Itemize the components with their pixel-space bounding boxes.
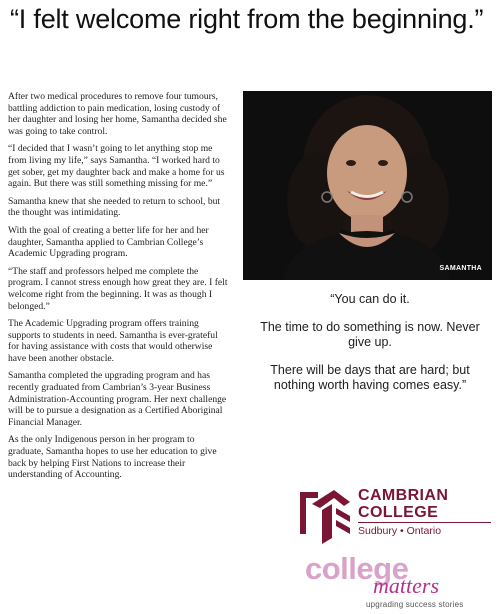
- series-logo-word-matters: matters: [373, 573, 439, 598]
- body-paragraph: “The staff and professors helped me complete the program. I cannot stress enough how great they are. I felt welcome right from the beginning. It was as though I belonged.”: [8, 265, 228, 312]
- page-headline: “I felt welcome right from the beginning.”: [10, 4, 484, 34]
- article-body: [8, 91, 230, 487]
- body-paragraph: With the goal of creating a better life for her and her daughter, Samantha applied to Cambrian College’s Academic Upgrading program.: [8, 224, 209, 260]
- logo-name-line: COLLEGE: [358, 504, 439, 521]
- series-logo-word-college: college: [305, 551, 409, 586]
- photo-caption: SAMANTHA: [439, 265, 482, 272]
- body-paragraph: After two medical procedures to remove four tumours, battling addiction to pain medication, losing custody of her daughter and losing her home, Samantha decided she was going to take control.: [8, 91, 227, 137]
- pull-quote-line: The time to do something is now. Never give up.: [260, 319, 480, 349]
- pull-quote-line: “You can do it.: [330, 292, 410, 306]
- logo-name-line: CAMBRIAN: [358, 487, 449, 504]
- logo-wordmark: [358, 487, 448, 521]
- pull-quote: [250, 292, 490, 406]
- body-paragraph: As the only Indigenous person in her program to graduate, Samantha hopes to use her education to give back by helping First Nations to increase their understanding of Accounting.: [8, 434, 217, 481]
- series-logo-tagline: upgrading success stories: [366, 600, 464, 609]
- body-paragraph: Samantha knew that she needed to return to school, but the thought was intimidating.: [8, 195, 221, 219]
- body-paragraph: The Academic Upgrading program offers training supports to students in need. Samantha is ever-grateful for having assistance with costs that would otherwise have been another obstacle.: [8, 318, 218, 364]
- portrait-photo: [243, 91, 492, 280]
- logo-divider: [358, 522, 491, 523]
- body-paragraph: “I decided that I wasn’t going to let anything stop me from living my life,” says Samantha. “I worked hard to get sober, get my daughter back and make a home for us again. But there was still something missing for me.”: [8, 143, 225, 190]
- logo-location: Sudbury • Ontario: [358, 525, 442, 537]
- body-paragraph: Samantha completed the upgrading program and has recently graduated from Cambrian’s 3-year Business Administration-Accounting program. Her next challenge will be to pursue a designation as a Certified Aboriginal Financial Manager.: [8, 370, 227, 428]
- pull-quote-line: There will be days that are hard; but nothing worth having comes easy.”: [270, 362, 470, 392]
- cambrian-emblem-icon: [298, 482, 352, 544]
- cambrian-college-logo: [298, 482, 493, 544]
- portrait-illustration: [243, 91, 492, 280]
